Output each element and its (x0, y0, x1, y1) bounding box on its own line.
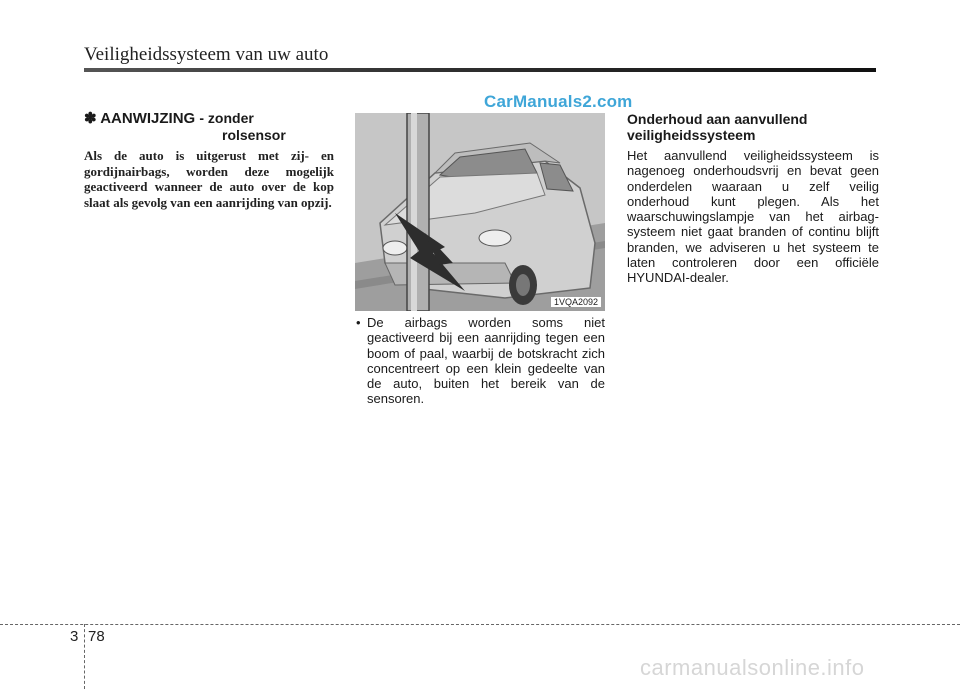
note-heading-label: AANWIJZING (100, 110, 196, 127)
note-heading-sub2: rolsensor (222, 127, 286, 143)
note-heading-sub: - zonder (199, 110, 254, 126)
note-heading (84, 110, 334, 143)
page-number: 78 (88, 628, 105, 645)
bullet-text: De airbags worden soms niet geactiveerd bij een aanrijding tegen een boom of paal, waarbij de botskracht zich concentreert op een klein gedeelte van de auto, buiten het bereik van de sensoren. (367, 315, 605, 407)
footer-vertical-divider (84, 624, 85, 689)
header-rule (84, 68, 876, 72)
page-header-title: Veiligheidssysteem van uw auto (84, 44, 329, 65)
figure-car-pole-illustration (355, 113, 605, 311)
footer-divider (0, 624, 960, 625)
watermark-bottom[interactable]: carmanualsonline.info (640, 655, 865, 680)
bullet-dot: • (356, 315, 361, 330)
car-pole-illustration (355, 113, 605, 311)
chapter-number: 3 (70, 628, 79, 645)
bullet-item (356, 315, 605, 407)
note-body: Als de auto is uitgerust met zij- en gordijnairbags, worden deze mogelijk geactiveerd wanneer de auto over de kop slaat als gevolg van een aanrijding van opzij. (84, 148, 334, 210)
watermark-top[interactable]: CarManuals2.com (484, 92, 633, 111)
note-symbol: ✽ (84, 110, 97, 127)
figure-code: 1VQA2092 (551, 297, 601, 307)
maintenance-heading: Onderhoud aan aanvullend veiligheidssysteem (627, 111, 808, 143)
maintenance-body: Het aanvullend veiligheidssysteem is nagenoeg onderhoudsvrij en bevat geen onderdelen waaraan u zelf veilig onderhoud kunt plegen. Als het waarschuwingslampje van het airbag- systeem niet gaat branden of continu blijft branden, we adviseren u het systeem te laten controleren door een officiële HYUNDAI-dealer. (627, 148, 879, 286)
